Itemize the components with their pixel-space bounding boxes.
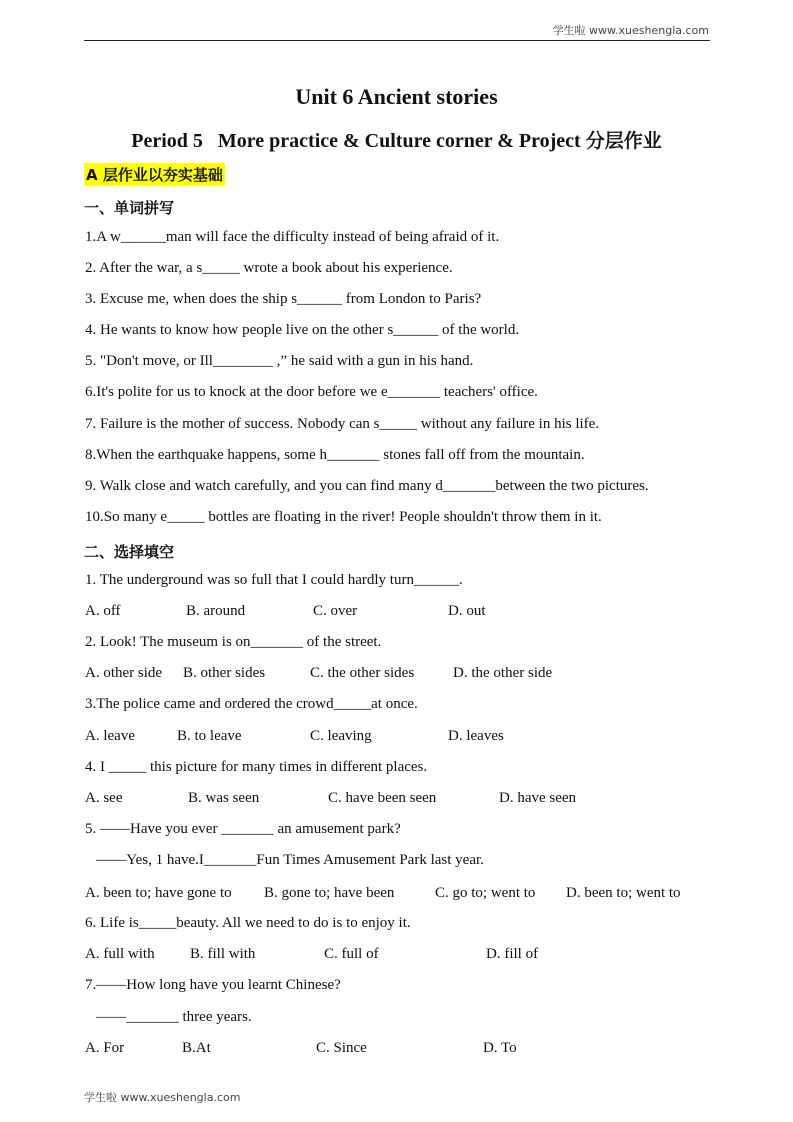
footer-site: 学生啦 www.xueshengla.com (84, 1091, 241, 1104)
question-stem: 2. Look! The museum is on_______ of the street. (85, 634, 382, 650)
header-site: 学生啦 www.xueshengla.com (552, 24, 709, 37)
question-line: 6.It's polite for us to knock at the door before we e_______ teachers' office. (85, 384, 538, 400)
option-c: C. leaving (310, 728, 372, 744)
subtitle-text: Period 5 More practice & Culture corner & Project (131, 130, 581, 152)
question-line: 10.So many e_____ bottles are floating in the river! People shouldn't throw them in it. (85, 509, 602, 525)
option-b: B. gone to; have been (264, 885, 395, 901)
option-a: A. full with (85, 946, 155, 962)
option-d: D. out (448, 603, 486, 619)
question-stem-reply: ——Yes, 1 have.I_______Fun Times Amusement Park last year. (85, 852, 484, 868)
option-c: C. go to; went to (435, 885, 536, 901)
option-c: C. have been seen (328, 790, 437, 806)
option-b: B.At (182, 1040, 211, 1056)
question-line: 9. Walk close and watch carefully, and you can find many d_______between the two pictures. (85, 478, 649, 494)
question-stem: 1. The underground was so full that I could hardly turn______. (85, 572, 463, 588)
question-line: 3. Excuse me, when does the ship s______ from London to Paris? (85, 291, 482, 307)
header-rule (84, 40, 710, 41)
subtitle-cn: 分层作业 (585, 130, 662, 152)
question-line: 5. "Don't move, or Ill________ ,” he said with a gun in his hand. (85, 353, 474, 369)
option-d: D. fill of (486, 946, 539, 962)
option-c: C. the other sides (310, 665, 415, 681)
section2-heading: 二、选择填空 (84, 543, 175, 561)
question-line: 4. He wants to know how people live on the other s______ of the world. (85, 322, 520, 338)
question-stem: 3.The police came and ordered the crowd_____at once. (85, 696, 418, 712)
question-line: 8.When the earthquake happens, some h_______ stones fall off from the mountain. (85, 447, 585, 463)
option-c: C. Since (316, 1040, 367, 1056)
option-d: D. have seen (499, 790, 577, 806)
option-a: A. leave (85, 728, 135, 744)
question-line: 7. Failure is the mother of success. Nobody can s_____ without any failure in his life. (85, 416, 600, 432)
option-a: A. other side (85, 665, 163, 681)
question-line: 1.A w______man will face the difficulty instead of being afraid of it. (85, 229, 500, 245)
option-b: B. was seen (188, 790, 260, 806)
question-stem: 7.——How long have you learnt Chinese? (85, 977, 341, 993)
option-a: A. been to; have gone to (85, 885, 232, 901)
question-stem: 5. ——Have you ever _______ an amusement park? (85, 821, 401, 837)
page-subtitle (0, 126, 793, 153)
page-title: Unit 6 Ancient stories (295, 84, 498, 109)
option-d: D. been to; went to (566, 885, 681, 901)
section1-heading: 一、单词拼写 (84, 199, 175, 217)
question-stem: 6. Life is_____beauty. All we need to do is to enjoy it. (85, 915, 411, 931)
level-badge: A 层作业以夯实基础 (84, 163, 225, 186)
option-d: D. leaves (448, 728, 504, 744)
option-c: C. over (313, 603, 358, 619)
option-b: B. fill with (190, 946, 256, 962)
option-a: A. For (85, 1040, 125, 1056)
option-b: B. to leave (177, 728, 242, 744)
question-stem: 4. I _____ this picture for many times in different places. (85, 759, 428, 775)
option-c: C. full of (324, 946, 379, 962)
option-b: B. around (186, 603, 246, 619)
question-line: 2. After the war, a s_____ wrote a book about his experience. (85, 260, 453, 276)
question-stem-reply: ——_______ three years. (85, 1009, 252, 1025)
option-a: A. off (85, 603, 121, 619)
option-d: D. To (483, 1040, 517, 1056)
option-a: A. see (85, 790, 123, 806)
option-d: D. the other side (453, 665, 553, 681)
option-b: B. other sides (183, 665, 266, 681)
